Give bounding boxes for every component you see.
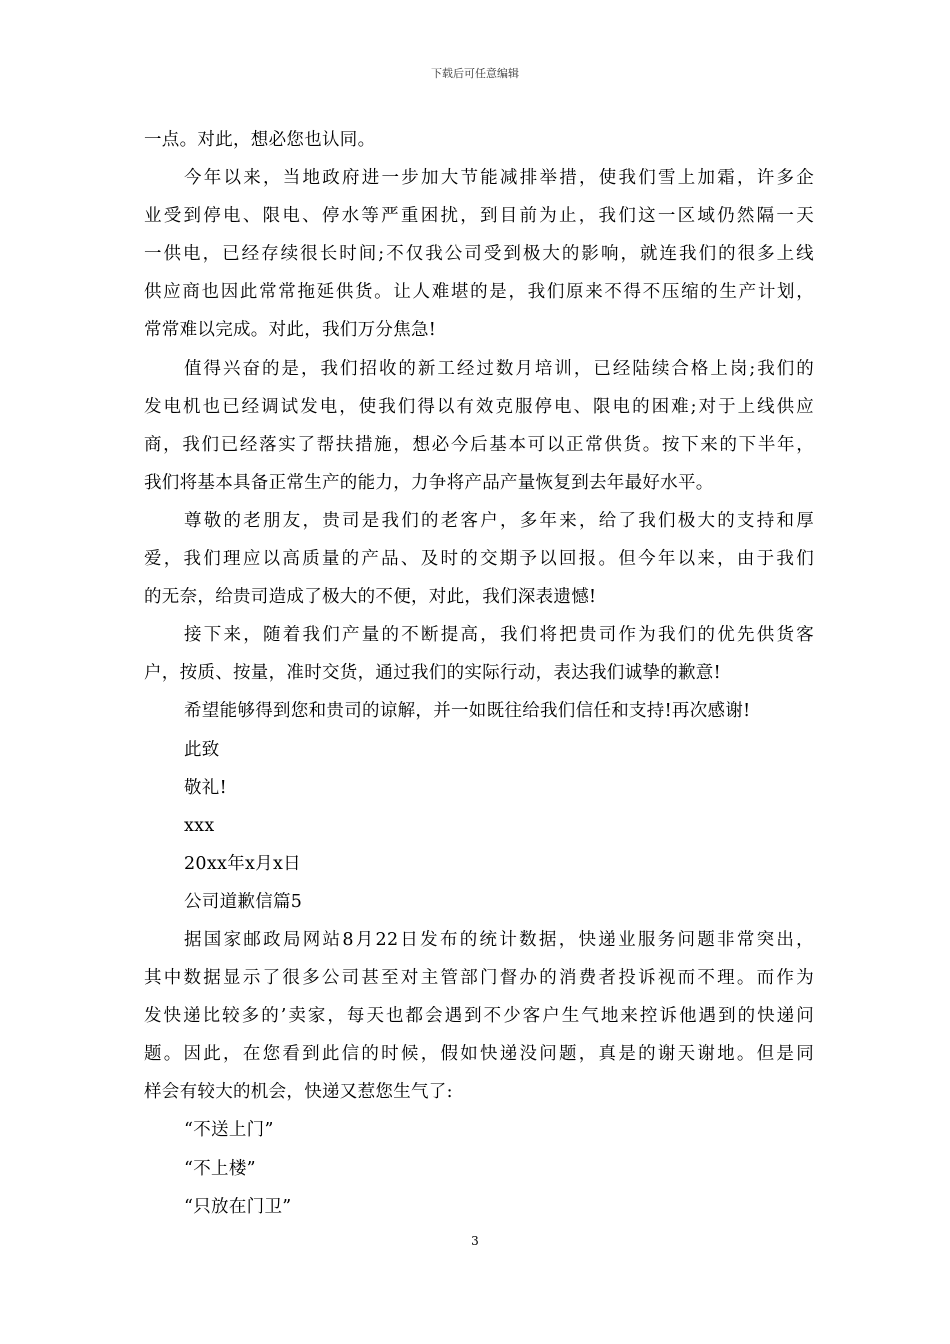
paragraph-line: 业受到停电、限电、停水等严重困扰，到目前为止，我们这一区域仍然隔一天 [144,206,814,227]
paragraph-line: 常常难以完成。对此，我们万分焦急! [144,320,437,341]
paragraph-line: 爱，我们理应以高质量的产品、及时的交期予以回报。但今年以来，由于我们 [144,549,814,570]
quote-line: “只放在门卫” [184,1196,292,1217]
paragraph-line: 的无奈，给贵司造成了极大的不便，对此，我们深表遗憾! [144,587,597,608]
paragraph-line: 商，我们已经落实了帮扶措施，想必今后基本可以正常供货。按下来的下半年， [144,434,814,455]
quote-line: “不送上门” [184,1120,274,1141]
paragraph-line: 发快递比较多的’卖家，每天也都会遇到不少客户生气地来控诉他遇到的快递问 [144,1006,814,1027]
document-body [144,121,814,1226]
paragraph-line: 样会有较大的机会，快递又惹您生气了: [144,1082,453,1103]
paragraph-line: 题。因此，在您看到此信的时候，假如快递没问题，真是的谢天谢地。但是同 [144,1044,814,1065]
paragraph-line: 发电机也已经调试发电，使我们得以有效克服停电、限电的困难;对于上线供应 [144,396,814,417]
signature: xxx [184,815,215,836]
paragraph-line: 一点。对此，想必您也认同。 [144,130,376,150]
paragraph-line: 希望能够得到您和贵司的谅解，并一如既往给我们信任和支持!再次感谢! [184,701,751,722]
letter-date: 20xx年x月x日 [184,853,301,874]
paragraph-line: 供应商也因此常常拖延供货。让人难堪的是，我们原来不得不压缩的生产计划， [144,282,814,303]
paragraph-line: 值得兴奋的是，我们招收的新工经过数月培训，已经陆续合格上岗;我们的 [184,358,814,379]
paragraph-line: 尊敬的老朋友，贵司是我们的老客户，多年来，给了我们极大的支持和厚 [184,510,814,531]
paragraph-line: 一供电，已经存续很长时间;不仅我公司受到极大的影响，就连我们的很多上线 [144,244,814,265]
paragraph-line: 其中数据显示了很多公司甚至对主管部门督办的消费者投诉视而不理。而作为 [144,968,814,989]
page-number: 3 [471,1234,479,1248]
quote-line: “不上楼” [184,1158,256,1179]
paragraph-line: 户，按质、按量，准时交货，通过我们的实际行动，表达我们诚挚的歉意! [144,663,721,684]
section-title: 公司道歉信篇5 [184,891,303,912]
closing-regards: 敬礼! [184,777,227,798]
closing-salutation: 此致 [184,739,220,760]
paragraph-line: 我们将基本具备正常生产的能力，力争将产品产量恢复到去年最好水平。 [144,472,714,493]
page-header: 下载后可任意编辑 [431,67,519,80]
paragraph-line: 据国家邮政局网站8月22日发布的统计数据，快递业服务问题非常突出， [184,929,814,950]
paragraph-line: 接下来，随着我们产量的不断提高，我们将把贵司作为我们的优先供货客 [184,625,814,646]
paragraph-line: 今年以来，当地政府进一步加大节能减排举措，使我们雪上加霜，许多企 [184,168,814,189]
